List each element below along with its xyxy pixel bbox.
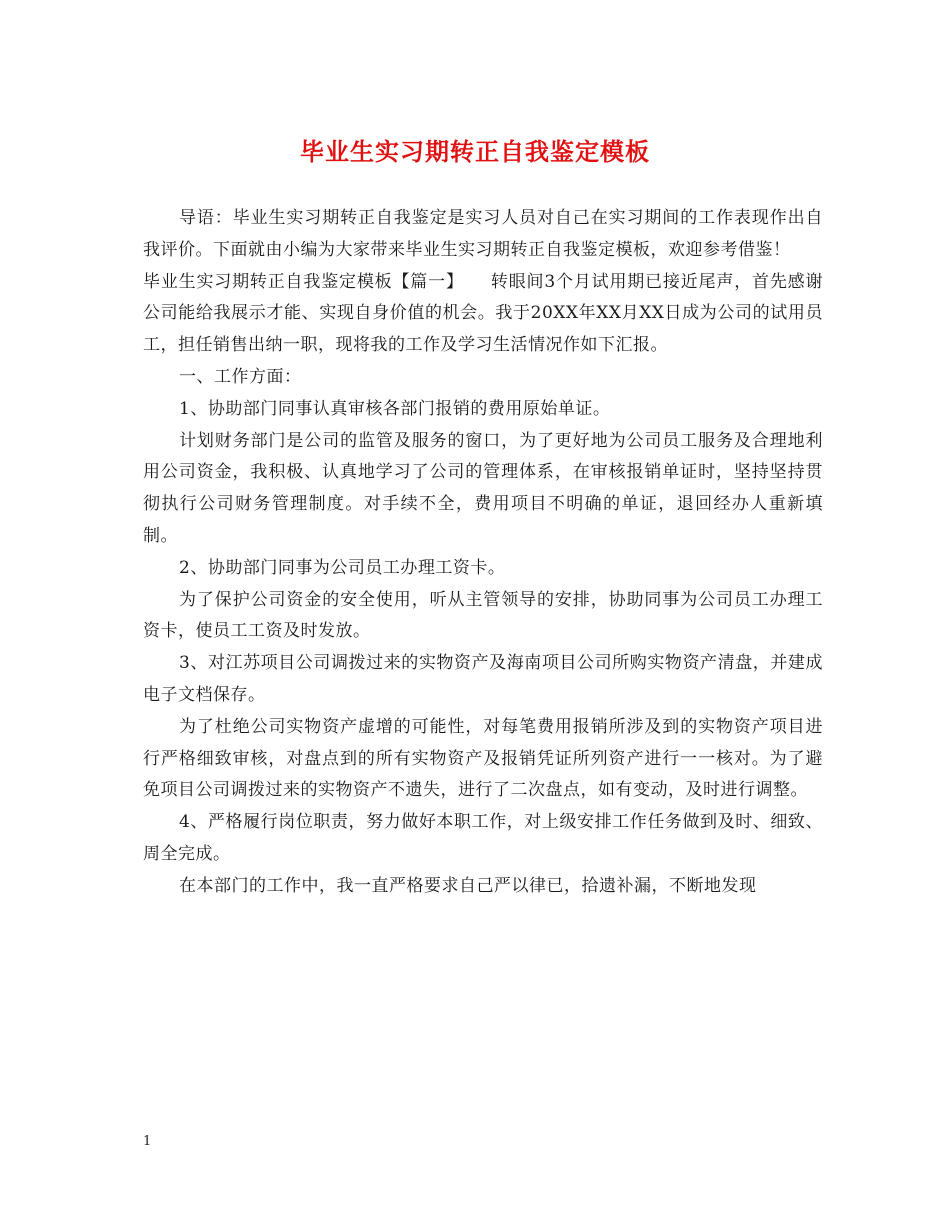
paragraph-item-2: 2、协助部门同事为公司员工办理工资卡。 bbox=[179, 557, 506, 578]
page-number: 1 bbox=[143, 1134, 152, 1149]
document-title: 毕业生实习期转正自我鉴定模板 bbox=[300, 138, 650, 166]
paragraph-item-1-detail: 计划财务部门是公司的监管及服务的窗口，为了更好地为公司员工服务及合理地利用公司资金，我积极、认真地学习了公司的管理体系，在审核报销单证时，坚持坚持贯彻执行公司财务管理制度。对手续不全，费用项目不明确的单证，退回经办人重新填制。 bbox=[143, 430, 823, 546]
paragraph-intro: 导语：毕业生实习期转正自我鉴定是实习人员对自己在实习期间的工作表现作出自我评价。下面就由小编为大家带来毕业生实习期转正自我鉴定模板，欢迎参考借鉴！ bbox=[143, 208, 823, 260]
paragraph-item-1: 1、协助部门同事认真审核各部门报销的费用原始单证。 bbox=[179, 398, 611, 419]
paragraph-item-3: 3、对江苏项目公司调拨过来的实物资产及海南项目公司所购实物资产清盘，并建成电子文档保存。 bbox=[143, 653, 823, 705]
paragraph-work-heading: 一、工作方面： bbox=[179, 366, 302, 387]
document-body bbox=[143, 203, 823, 903]
paragraph-item-4: 4、严格履行岗位职责，努力做好本职工作，对上级安排工作任务做到及时、细致、周全完成。 bbox=[143, 812, 823, 864]
paragraph-item-3-detail: 为了杜绝公司实物资产虚增的可能性，对每笔费用报销所涉及到的实物资产项目进行严格细致审核，对盘点到的所有实物资产及报销凭证所列资产进行一一核对。为了避免项目公司调拨过来的实物资产不遗失，进行了二次盘点，如有变动，及时进行调整。 bbox=[143, 716, 823, 801]
paragraph-section-one: 毕业生实习期转正自我鉴定模板【篇一】 转眼间3个月试用期已接近尾声，首先感谢公司能给我展示才能、实现自身价值的机会。我于20XX年XX月XX日成为公司的试用员工，担任销售出纳一职，现将我的工作及学习生活情况作如下汇报。 bbox=[143, 271, 823, 356]
paragraph-item-4-detail: 在本部门的工作中，我一直严格要求自己严以律已，拾遗补漏，不断地发现 bbox=[179, 875, 757, 896]
paragraph-item-2-detail: 为了保护公司资金的安全使用，听从主管领导的安排，协助同事为公司员工办理工资卡，使员工工资及时发放。 bbox=[143, 589, 823, 642]
